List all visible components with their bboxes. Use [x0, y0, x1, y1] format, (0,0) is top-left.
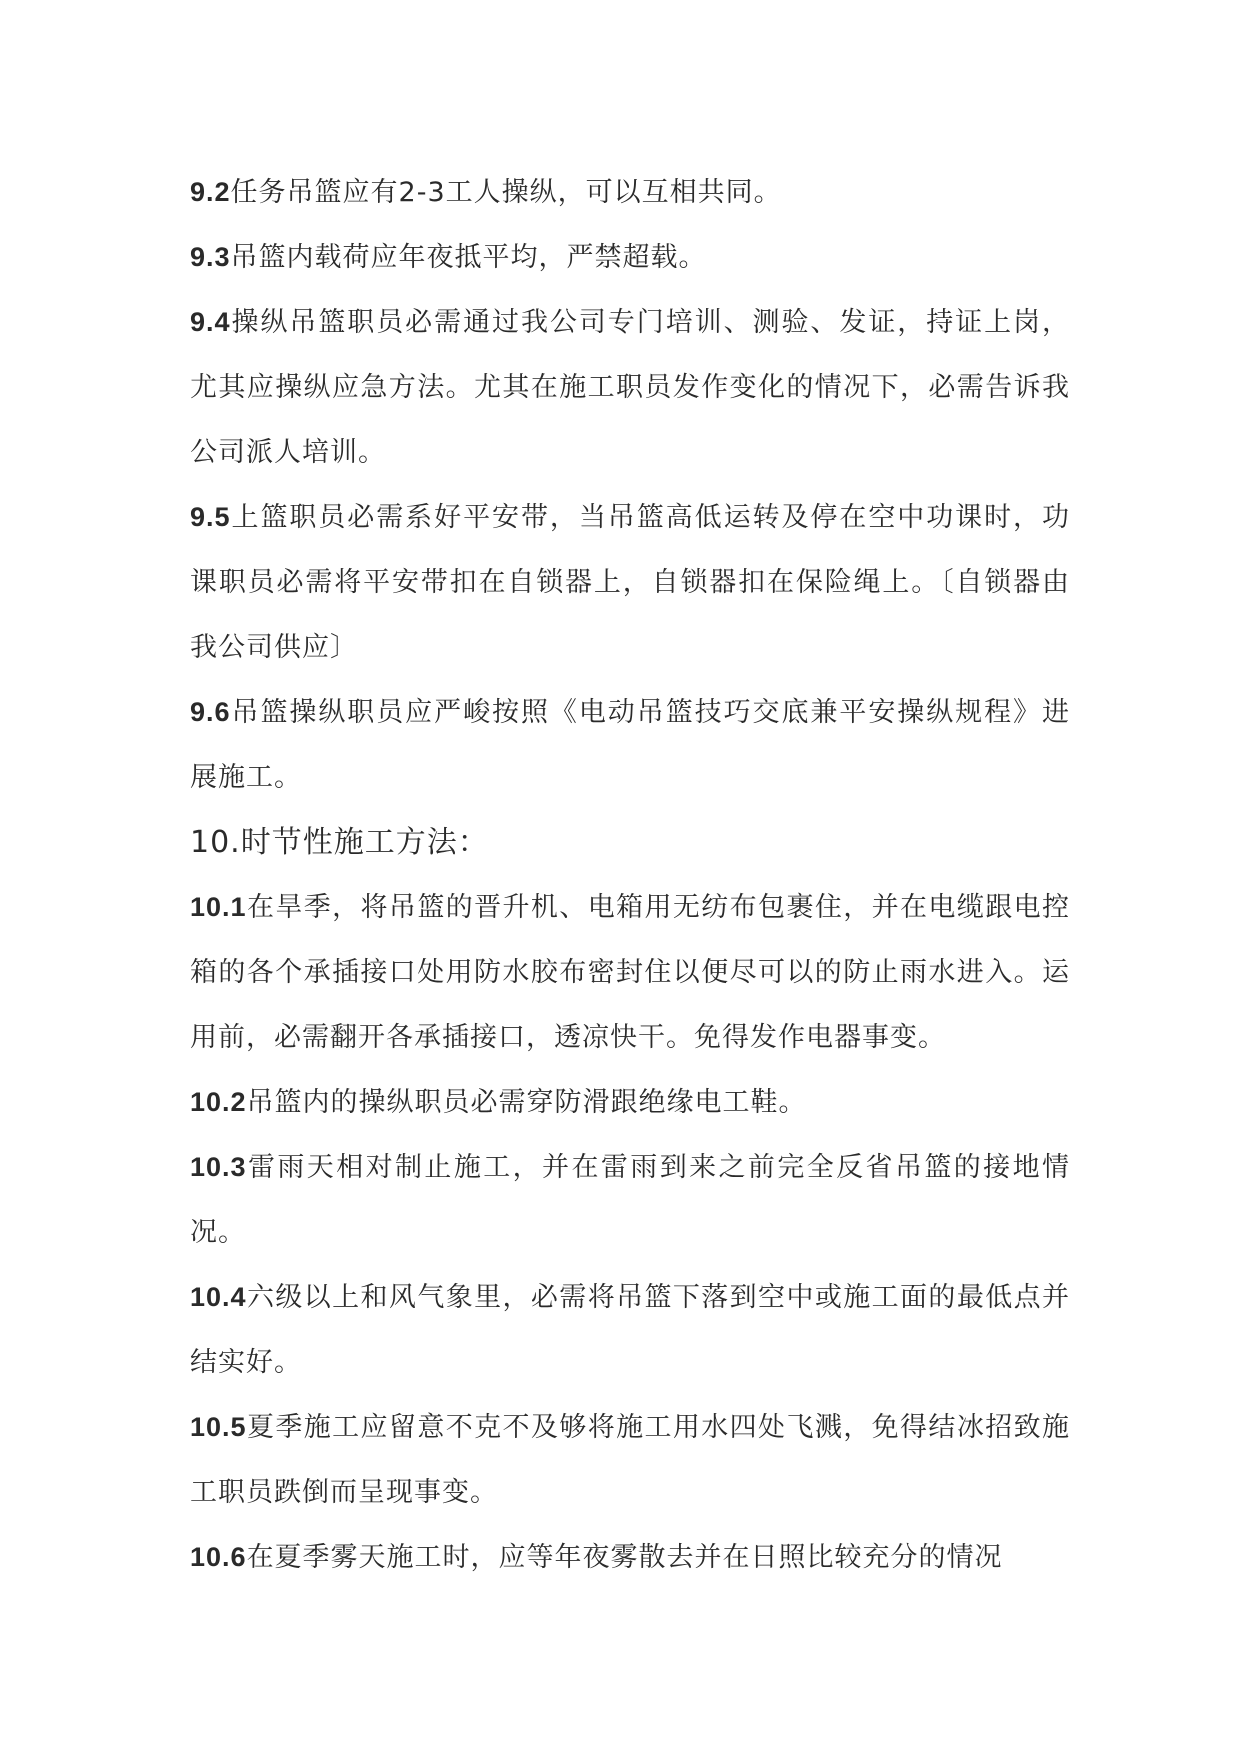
clause-10-5 [190, 1395, 1070, 1525]
clause-10-2 [190, 1070, 1070, 1135]
clause-number: 9.2 [190, 177, 231, 207]
clause-number: 9.3 [190, 242, 231, 272]
clause-number: 10.2 [190, 1087, 247, 1117]
clause-text: 吊篮内的操纵职员必需穿防滑跟绝缘电工鞋。 [246, 1087, 807, 1118]
clause-text: 操纵吊篮职员必需通过我公司专门培训、测验、发证，持证上岗，尤其应操纵应急方法。尤其在施工职员发作变化的情况下，必需告诉我公司派人培训。 [190, 307, 1070, 468]
clause-text: 雷雨天相对制止施工，并在雷雨到来之前完全反省吊篮的接地情况。 [190, 1152, 1070, 1248]
clause-number: 9.4 [190, 307, 231, 337]
clause-number: 10.6 [190, 1542, 247, 1572]
clause-text: 六级以上和风气象里，必需将吊篮下落到空中或施工面的最低点并结实好。 [190, 1282, 1070, 1378]
clause-number: 10.4 [190, 1282, 247, 1312]
section-heading: 10.时节性施工方法： [190, 825, 489, 860]
clause-text: 在旱季，将吊篮的晋升机、电箱用无纺布包裹住，并在电缆跟电控箱的各个承插接口处用防水胶布密封住以便尽可以的防止雨水进入。运用前，必需翻开各承插接口，透凉快干。免得发作电器事变。 [190, 892, 1070, 1053]
clause-number: 10.5 [190, 1412, 247, 1442]
clause-number: 10.3 [190, 1152, 247, 1182]
clause-number: 10.1 [190, 892, 247, 922]
clause-text: 吊篮内载荷应年夜抵平均，严禁超载。 [230, 242, 707, 273]
clause-9-6 [190, 680, 1070, 810]
clause-text: 任务吊篮应有2-3工人操纵，可以互相共同。 [230, 177, 782, 208]
clause-10-4 [190, 1265, 1070, 1395]
clause-number: 9.5 [190, 502, 231, 532]
clause-9-2 [190, 160, 1070, 225]
document-body [190, 160, 1070, 1590]
clause-9-5 [190, 485, 1070, 680]
clause-10-1 [190, 875, 1070, 1070]
clause-10-6 [190, 1525, 1070, 1590]
clause-text: 夏季施工应留意不克不及够将施工用水四处飞溅，免得结冰招致施工职员跌倒而呈现事变。 [190, 1412, 1070, 1508]
clause-text: 吊篮操纵职员应严峻按照《电动吊篮技巧交底兼平安操纵规程》进展施工。 [190, 697, 1070, 793]
clause-10-3 [190, 1135, 1070, 1265]
clause-text: 上篮职员必需系好平安带，当吊篮高低运转及停在空中功课时，功课职员必需将平安带扣在自锁器上，自锁器扣在保险绳上。〔自锁器由我公司供应〕 [190, 502, 1070, 663]
clause-number: 9.6 [190, 697, 231, 727]
clause-9-4 [190, 290, 1070, 485]
clause-9-3 [190, 225, 1070, 290]
clause-text: 在夏季雾天施工时，应等年夜雾散去并在日照比较充分的情况 [246, 1542, 1003, 1573]
